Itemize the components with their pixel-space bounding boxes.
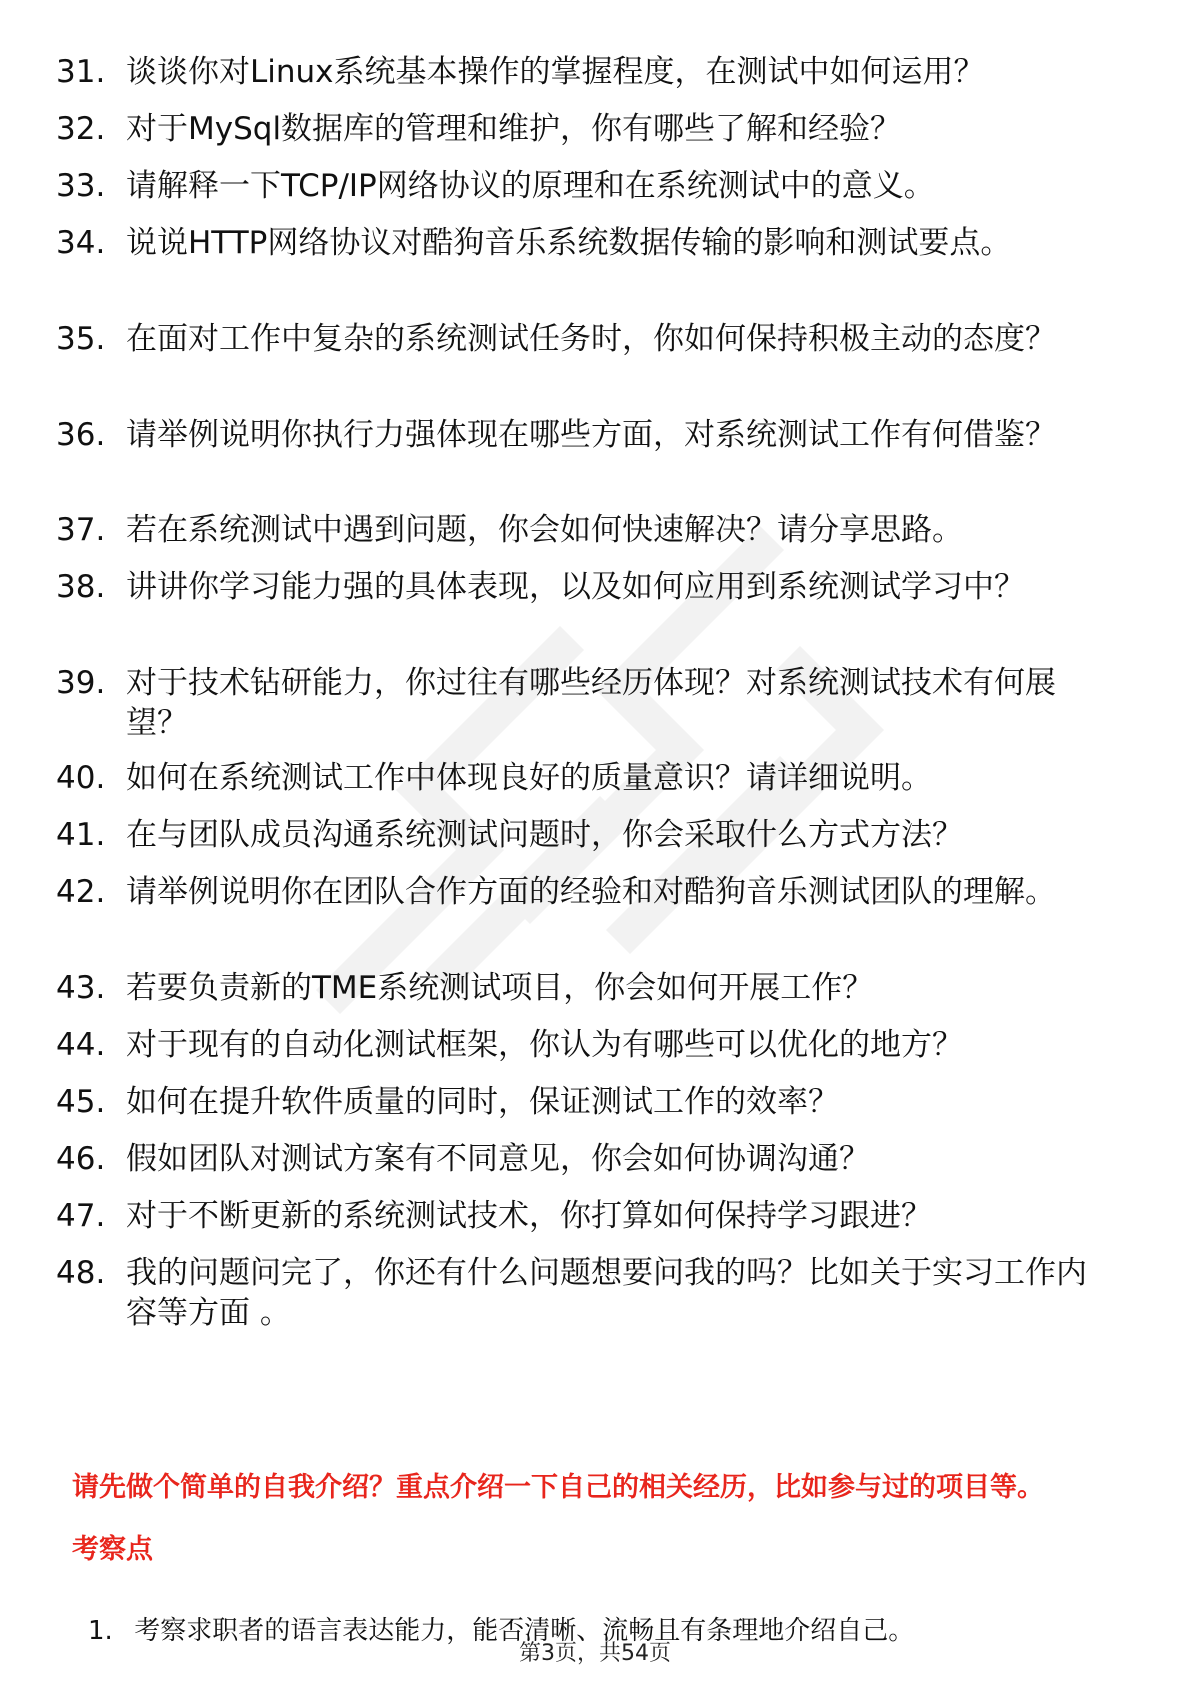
question-text: 请举例说明你执行力强体现在哪些方面，对系统测试工作有何借鉴？ bbox=[126, 417, 1056, 453]
question-text: 谈谈你对Linux系统基本操作的掌握程度，在测试中如何运用？ bbox=[126, 54, 985, 90]
question-number: 39. bbox=[56, 665, 106, 701]
question-number: 47. bbox=[56, 1198, 106, 1234]
question-text: 我的问题问完了，你还有什么问题想要问我的吗？比如关于实习工作内容等方面 。 bbox=[126, 1255, 1087, 1331]
question-number: 40. bbox=[56, 760, 106, 796]
question-number: 41. bbox=[56, 817, 106, 853]
question-number: 33. bbox=[56, 168, 106, 204]
question-text: 若在系统测试中遇到问题，你会如何快速解决？请分享思路。 bbox=[126, 512, 963, 548]
question-number: 43. bbox=[56, 970, 106, 1006]
watermark-graphic bbox=[300, 470, 920, 1030]
question-text: 在与团队成员沟通系统测试问题时，你会采取什么方式方法？ bbox=[126, 817, 963, 853]
question-text: 请解释一下TCP/IP网络协议的原理和在系统测试中的意义。 bbox=[126, 168, 935, 204]
question-text: 对于MySql数据库的管理和维护，你有哪些了解和经验？ bbox=[126, 111, 902, 147]
question-text: 若要负责新的TME系统测试项目，你会如何开展工作？ bbox=[126, 970, 874, 1006]
question-number: 38. bbox=[56, 569, 106, 605]
page-footer: 第3页，共54页 bbox=[519, 1641, 671, 1666]
question-text: 在面对工作中复杂的系统测试任务时，你如何保持积极主动的态度？ bbox=[126, 321, 1056, 357]
question-number: 46. bbox=[56, 1141, 106, 1177]
question-text: 对于不断更新的系统测试技术，你打算如何保持学习跟进？ bbox=[126, 1198, 932, 1234]
section-subtitle: 考察点 bbox=[72, 1534, 153, 1565]
point-number: 1. bbox=[88, 1616, 113, 1646]
question-text: 讲讲你学习能力强的具体表现，以及如何应用到系统测试学习中？ bbox=[126, 569, 1025, 605]
question-text: 说说HTTP网络协议对酷狗音乐系统数据传输的影响和测试要点。 bbox=[126, 225, 1012, 261]
question-text: 请举例说明你在团队合作方面的经验和对酷狗音乐测试团队的理解。 bbox=[126, 874, 1056, 910]
question-text: 假如团队对测试方案有不同意见，你会如何协调沟通？ bbox=[126, 1141, 870, 1177]
question-number: 48. bbox=[56, 1255, 106, 1291]
question-text: 对于现有的自动化测试框架，你认为有哪些可以优化的地方？ bbox=[126, 1027, 963, 1063]
question-number: 35. bbox=[56, 321, 106, 357]
question-number: 34. bbox=[56, 225, 106, 261]
question-text: 如何在系统测试工作中体现良好的质量意识？请详细说明。 bbox=[126, 760, 932, 796]
point-text: 考察求职者的语言表达能力，能否清晰、流畅且有条理地介绍自己。 bbox=[134, 1616, 915, 1646]
question-text: 如何在提升软件质量的同时，保证测试工作的效率？ bbox=[126, 1084, 839, 1120]
question-number: 37. bbox=[56, 512, 106, 548]
question-number: 42. bbox=[56, 874, 106, 910]
question-number: 32. bbox=[56, 111, 106, 147]
section-title: 请先做个简单的自我介绍？重点介绍一下自己的相关经历，比如参与过的项目等。 bbox=[72, 1472, 1044, 1503]
question-number: 31. bbox=[56, 54, 106, 90]
question-number: 36. bbox=[56, 417, 106, 453]
question-number: 44. bbox=[56, 1027, 106, 1063]
question-text: 对于技术钻研能力，你过往有哪些经历体现？对系统测试技术有何展望？ bbox=[126, 665, 1056, 741]
question-number: 45. bbox=[56, 1084, 106, 1120]
